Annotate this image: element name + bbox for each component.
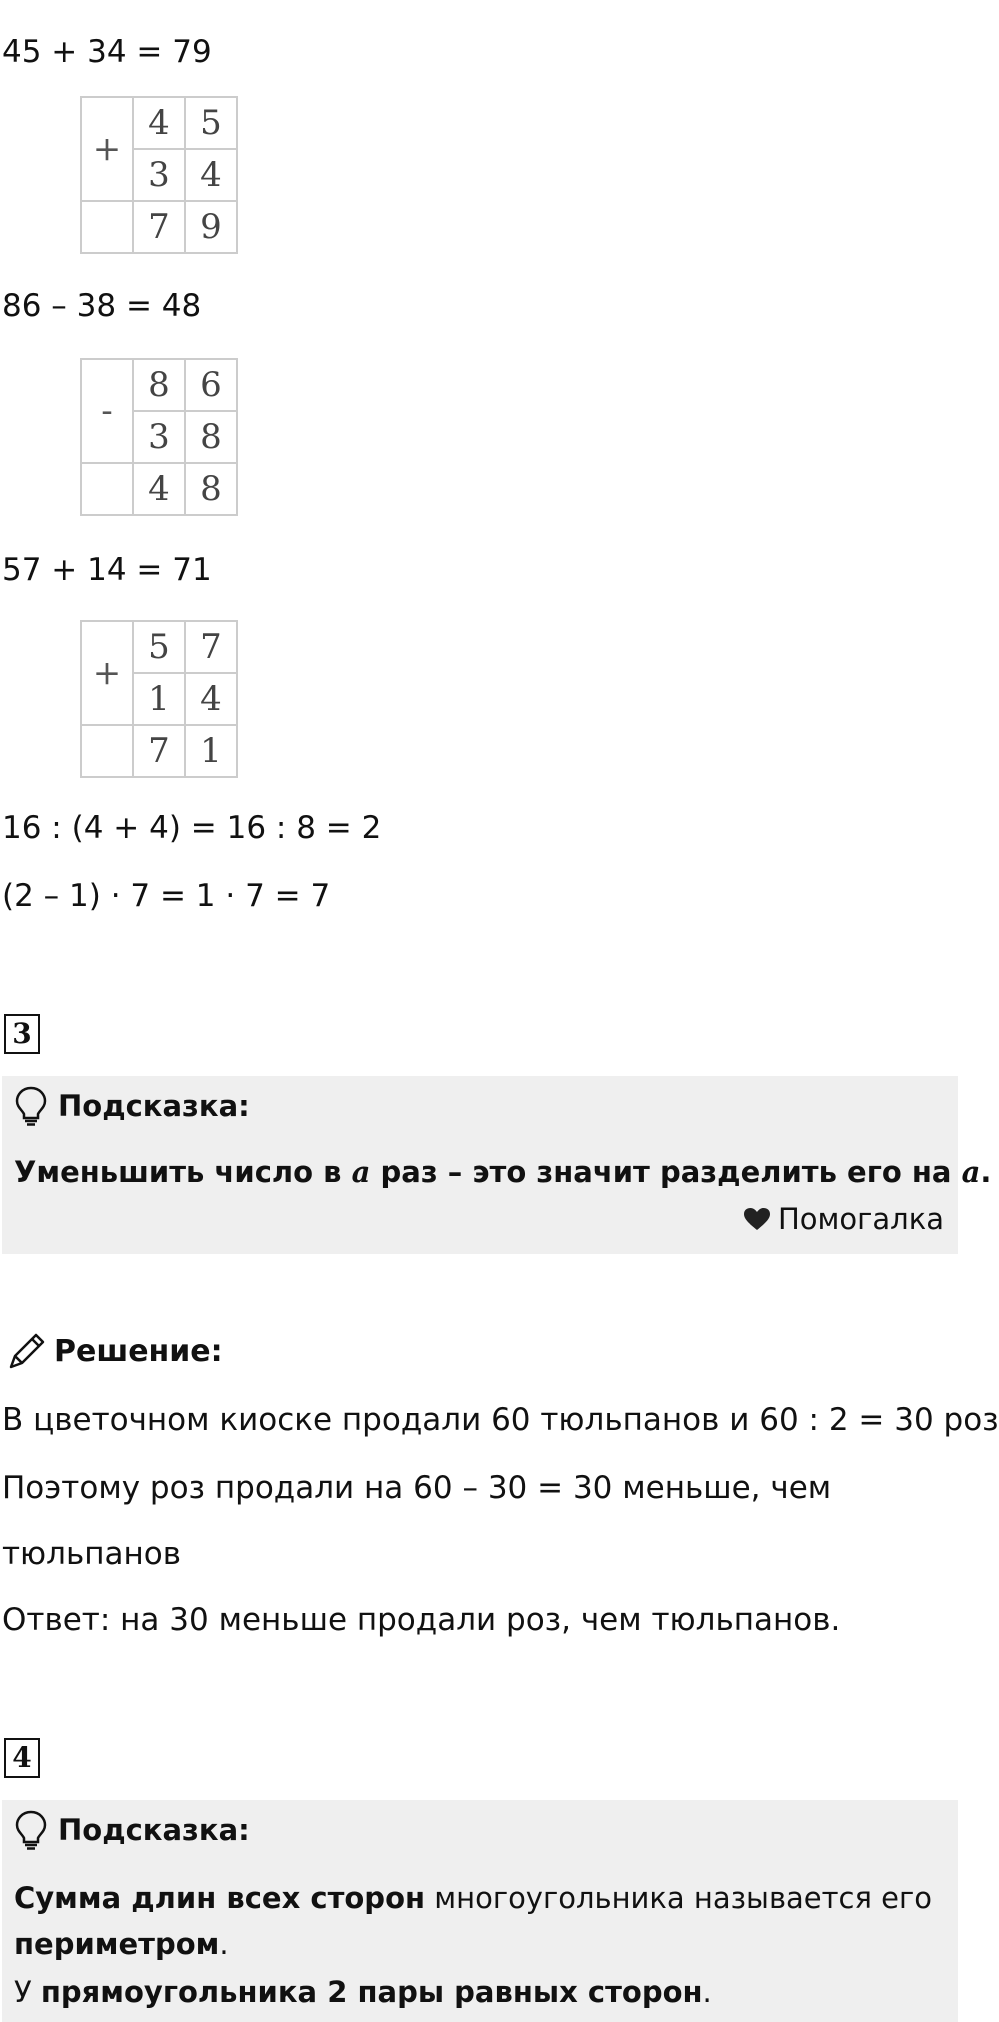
hint-text-part: Уменьшить число в [14,1155,352,1189]
solution-header [6,1330,223,1372]
hint-text-line-2 [14,1924,229,1964]
result-digit: 7 [133,725,185,777]
brand-label [742,1202,944,1236]
hint-plain: . [702,1975,712,2009]
digit: 8 [185,411,237,463]
hint-plain: многоугольника называется его [425,1881,932,1915]
equation-3: 57 + 14 = 71 [2,552,212,588]
hint-header [14,1810,250,1850]
digit: 3 [133,411,185,463]
hint-title: Подсказка: [58,1089,250,1123]
task-number-3: 3 [4,1014,40,1054]
hint-text-line-1 [14,1878,932,1918]
hint-title: Подсказка: [58,1813,250,1847]
column-addition-2 [80,620,238,778]
solution-title: Решение: [54,1333,223,1369]
result-digit: 4 [133,463,185,515]
hint-header [14,1086,250,1126]
hint-plain: . [219,1927,229,1961]
digit: 6 [185,359,237,411]
solution-line: тюльпанов [2,1536,182,1572]
variable-a: a [961,1155,981,1189]
hint-box-4 [2,1800,958,2022]
solution-line: Поэтому роз продали на 60 – 30 = 30 меньше, чем [2,1470,832,1506]
pencil-icon [6,1330,48,1372]
hint-plain: У [14,1975,41,2009]
operation-sign: + [81,621,133,725]
digit: 4 [133,97,185,149]
operation-sign: + [81,97,133,201]
expression-2: (2 – 1) · 7 = 1 · 7 = 7 [2,878,331,914]
lightbulb-icon [14,1810,48,1850]
column-subtraction [80,358,238,516]
digit: 1 [133,673,185,725]
brand-name: Помогалка [778,1202,944,1236]
answer-line: Ответ: на 30 меньше продали роз, чем тюльпанов. [2,1602,841,1638]
heart-icon [742,1206,772,1232]
result-digit: 9 [185,201,237,253]
equation-2: 86 – 38 = 48 [2,288,202,324]
result-digit: 8 [185,463,237,515]
equation-1: 45 + 34 = 79 [2,34,212,70]
hint-bold: периметром [14,1927,220,1961]
task-number-4: 4 [4,1738,40,1778]
result-digit: 1 [185,725,237,777]
hint-text-line-3 [14,1972,712,2012]
hint-text [14,1152,991,1192]
hint-box-3 [2,1076,992,1254]
expression-1: 16 : (4 + 4) = 16 : 8 = 2 [2,810,382,846]
digit: 5 [185,97,237,149]
hint-bold: Сумма длин всех сторон [14,1881,426,1915]
hint-text-part: раз – это значит разделить его на [370,1155,962,1189]
digit: 3 [133,149,185,201]
digit: 8 [133,359,185,411]
operation-sign: - [81,359,133,463]
solution-line: В цветочном киоске продали 60 тюльпанов и 60 : 2 = 30 роз [2,1402,999,1438]
hint-text-part: . [980,1155,992,1189]
result-digit: 7 [133,201,185,253]
digit: 7 [185,621,237,673]
hint-bold: прямоугольника 2 пары равных сторон [40,1975,703,2009]
lightbulb-icon [14,1086,48,1126]
column-addition-1 [80,96,238,254]
digit: 4 [185,673,237,725]
digit: 4 [185,149,237,201]
digit: 5 [133,621,185,673]
variable-a: a [351,1155,371,1189]
